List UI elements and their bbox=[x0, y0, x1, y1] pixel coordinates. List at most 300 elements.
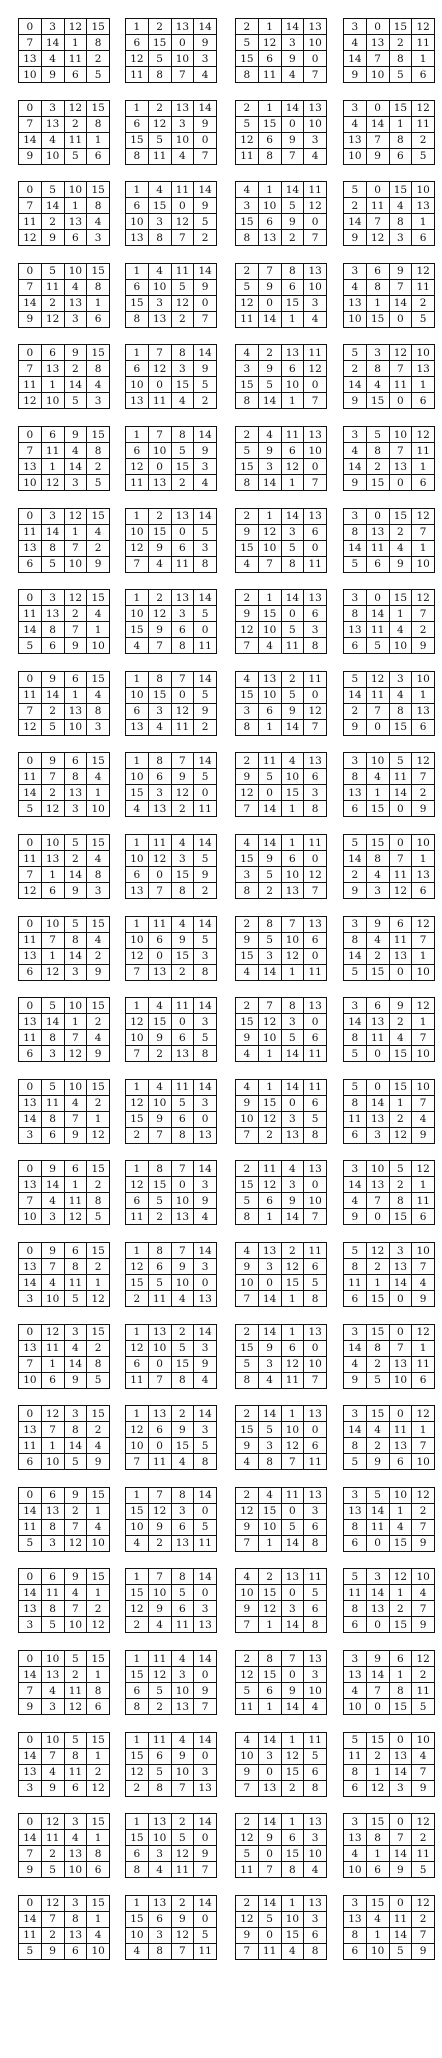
square-cell: 4 bbox=[126, 801, 149, 817]
square-cell: 7 bbox=[126, 964, 149, 980]
square-row-cells bbox=[19, 1667, 110, 1683]
square-row-cells bbox=[344, 35, 435, 51]
square-cell: 10 bbox=[41, 393, 64, 409]
square-cell: 1 bbox=[412, 1422, 435, 1438]
square-cell: 3 bbox=[389, 671, 412, 687]
square-cell: 9 bbox=[41, 1780, 64, 1796]
square-cell: 8 bbox=[126, 1699, 149, 1715]
square-cell: 7 bbox=[281, 1651, 304, 1667]
square-cell: 12 bbox=[412, 1651, 435, 1667]
square-cell: 4 bbox=[281, 67, 304, 83]
square-row-cells bbox=[19, 1422, 110, 1438]
number-square bbox=[235, 1160, 327, 1225]
square-row-cells bbox=[126, 1651, 217, 1667]
square-row-cells bbox=[344, 1503, 435, 1519]
square-cell: 8 bbox=[366, 1830, 389, 1846]
square-cell: 7 bbox=[281, 1454, 304, 1470]
square-cell: 3 bbox=[41, 100, 64, 116]
number-square bbox=[343, 1160, 435, 1225]
square-cell: 13 bbox=[412, 703, 435, 719]
square-cell: 10 bbox=[236, 1748, 259, 1764]
square-cell: 8 bbox=[148, 1780, 171, 1796]
square-cell: 11 bbox=[304, 1243, 327, 1259]
square-cell: 1 bbox=[126, 916, 149, 932]
square-cell: 3 bbox=[304, 295, 327, 311]
square-cell: 6 bbox=[126, 443, 149, 459]
square-cell: 14 bbox=[344, 1177, 367, 1193]
square-row-cells bbox=[19, 916, 110, 932]
square-cell: 5 bbox=[41, 263, 64, 279]
square-cell: 10 bbox=[87, 1943, 110, 1959]
square-cell: 8 bbox=[304, 1291, 327, 1307]
square-row-cells bbox=[126, 1209, 217, 1225]
square-cell: 15 bbox=[87, 1651, 110, 1667]
square-row-cells bbox=[236, 1438, 327, 1454]
square-cell: 11 bbox=[344, 1111, 367, 1127]
square-cell: 2 bbox=[171, 964, 194, 980]
square-cell: 12 bbox=[41, 964, 64, 980]
square-cell: 4 bbox=[148, 719, 171, 735]
square-cell: 2 bbox=[236, 590, 259, 606]
square-cell: 8 bbox=[87, 279, 110, 295]
square-cell: 10 bbox=[281, 932, 304, 948]
square-row-cells bbox=[236, 1127, 327, 1143]
square-cell: 5 bbox=[64, 835, 87, 851]
square-cell: 4 bbox=[64, 1830, 87, 1846]
square-cell: 10 bbox=[304, 1846, 327, 1862]
square-cell: 15 bbox=[236, 851, 259, 867]
square-cell: 6 bbox=[148, 769, 171, 785]
square-cell: 12 bbox=[126, 1422, 149, 1438]
square-row-cells bbox=[126, 1422, 217, 1438]
square-cell: 14 bbox=[194, 1651, 217, 1667]
square-cell: 15 bbox=[87, 1895, 110, 1911]
square-row-cells bbox=[19, 361, 110, 377]
square-row-cells bbox=[19, 1780, 110, 1796]
square-row-cells bbox=[344, 459, 435, 475]
square-row-cells bbox=[126, 1161, 217, 1177]
square-cell: 6 bbox=[344, 638, 367, 654]
square-row-cells bbox=[19, 769, 110, 785]
square-cell: 12 bbox=[412, 1487, 435, 1503]
square-cell: 6 bbox=[281, 361, 304, 377]
square-cell: 3 bbox=[258, 1259, 281, 1275]
square-cell: 5 bbox=[19, 801, 42, 817]
square-row-cells bbox=[19, 263, 110, 279]
square-cell: 15 bbox=[389, 719, 412, 735]
square-cell: 13 bbox=[194, 1780, 217, 1796]
number-square bbox=[125, 181, 217, 246]
square-cell: 4 bbox=[171, 1454, 194, 1470]
square-cell: 9 bbox=[194, 1846, 217, 1862]
square-cell: 10 bbox=[64, 1079, 87, 1095]
square-cell: 14 bbox=[19, 1830, 42, 1846]
square-cell: 4 bbox=[389, 198, 412, 214]
square-row bbox=[0, 1160, 442, 1223]
square-cell: 9 bbox=[344, 475, 367, 491]
square-cell: 8 bbox=[366, 443, 389, 459]
square-cell: 13 bbox=[304, 1406, 327, 1422]
square-cell: 0 bbox=[366, 182, 389, 198]
square-cell: 4 bbox=[304, 148, 327, 164]
square-row-cells bbox=[236, 1079, 327, 1095]
square-cell: 14 bbox=[194, 263, 217, 279]
square-row-cells bbox=[19, 753, 110, 769]
square-cell: 5 bbox=[194, 687, 217, 703]
square-row-cells bbox=[126, 361, 217, 377]
square-cell: 10 bbox=[126, 1030, 149, 1046]
square-cell: 0 bbox=[19, 1324, 42, 1340]
square-cell: 0 bbox=[258, 1927, 281, 1943]
square-row-cells bbox=[344, 1340, 435, 1356]
square-cell: 3 bbox=[344, 753, 367, 769]
square-row-cells bbox=[236, 1291, 327, 1307]
square-cell: 0 bbox=[389, 835, 412, 851]
square-cell: 12 bbox=[304, 703, 327, 719]
square-cell: 14 bbox=[344, 214, 367, 230]
square-cell: 11 bbox=[41, 1830, 64, 1846]
square-cell: 12 bbox=[258, 35, 281, 51]
square-cell: 6 bbox=[344, 1535, 367, 1551]
square-cell: 7 bbox=[19, 1846, 42, 1862]
square-cell: 5 bbox=[258, 1422, 281, 1438]
square-cell: 6 bbox=[126, 1193, 149, 1209]
square-cell: 0 bbox=[258, 295, 281, 311]
square-cell: 8 bbox=[236, 393, 259, 409]
square-cell: 0 bbox=[366, 590, 389, 606]
square-cell: 3 bbox=[64, 1324, 87, 1340]
square-cell: 12 bbox=[126, 1259, 149, 1275]
square-cell: 4 bbox=[281, 753, 304, 769]
square-cell: 12 bbox=[236, 785, 259, 801]
square-cell: 4 bbox=[344, 279, 367, 295]
square-row-cells bbox=[126, 1438, 217, 1454]
square-row-cells bbox=[236, 719, 327, 735]
square-row-cells bbox=[19, 459, 110, 475]
square-cell: 10 bbox=[126, 687, 149, 703]
square-cell: 2 bbox=[344, 703, 367, 719]
square-cell: 7 bbox=[412, 1030, 435, 1046]
square-cell: 13 bbox=[304, 263, 327, 279]
square-row-cells bbox=[344, 1030, 435, 1046]
square-cell: 2 bbox=[258, 345, 281, 361]
square-cell: 14 bbox=[19, 1748, 42, 1764]
square-cell: 11 bbox=[19, 524, 42, 540]
square-row-cells bbox=[236, 1046, 327, 1062]
square-cell: 5 bbox=[258, 867, 281, 883]
square-cell: 2 bbox=[412, 1911, 435, 1927]
square-row-cells bbox=[236, 1324, 327, 1340]
square-cell: 6 bbox=[171, 622, 194, 638]
square-cell: 13 bbox=[304, 1814, 327, 1830]
square-cell: 3 bbox=[344, 590, 367, 606]
square-row-cells bbox=[19, 785, 110, 801]
square-cell: 2 bbox=[236, 1814, 259, 1830]
square-row bbox=[0, 344, 442, 407]
square-cell: 14 bbox=[64, 377, 87, 393]
square-cell: 3 bbox=[344, 1814, 367, 1830]
square-cell: 6 bbox=[126, 361, 149, 377]
square-cell: 12 bbox=[412, 100, 435, 116]
square-cell: 3 bbox=[194, 51, 217, 67]
square-cell: 11 bbox=[64, 1683, 87, 1699]
square-cell: 4 bbox=[304, 1862, 327, 1878]
number-square bbox=[125, 1242, 217, 1307]
square-cell: 9 bbox=[64, 1372, 87, 1388]
square-cell: 10 bbox=[366, 67, 389, 83]
square-row-cells bbox=[344, 606, 435, 622]
square-row-cells bbox=[126, 606, 217, 622]
square-cell: 12 bbox=[281, 1748, 304, 1764]
square-cell: 15 bbox=[87, 19, 110, 35]
square-cell: 2 bbox=[236, 998, 259, 1014]
square-cell: 14 bbox=[41, 1177, 64, 1193]
square-cell: 9 bbox=[171, 1422, 194, 1438]
square-cell: 14 bbox=[41, 1014, 64, 1030]
square-cell: 4 bbox=[41, 1275, 64, 1291]
square-row-cells bbox=[236, 214, 327, 230]
square-cell: 13 bbox=[281, 1127, 304, 1143]
square-cell: 4 bbox=[412, 1585, 435, 1601]
square-cell: 0 bbox=[389, 1732, 412, 1748]
square-row-cells bbox=[19, 508, 110, 524]
square-cell: 9 bbox=[87, 1454, 110, 1470]
square-row-cells bbox=[236, 916, 327, 932]
square-cell: 4 bbox=[344, 1193, 367, 1209]
square-row-cells bbox=[126, 785, 217, 801]
square-cell: 12 bbox=[258, 1177, 281, 1193]
square-cell: 14 bbox=[41, 35, 64, 51]
square-cell: 8 bbox=[64, 1259, 87, 1275]
square-cell: 1 bbox=[64, 524, 87, 540]
square-cell: 15 bbox=[366, 1732, 389, 1748]
square-cell: 14 bbox=[344, 687, 367, 703]
square-cell: 4 bbox=[87, 851, 110, 867]
square-cell: 9 bbox=[148, 540, 171, 556]
square-cell: 4 bbox=[194, 475, 217, 491]
square-row-cells bbox=[126, 883, 217, 899]
square-cell: 14 bbox=[19, 1585, 42, 1601]
square-row-cells bbox=[19, 148, 110, 164]
square-cell: 14 bbox=[19, 785, 42, 801]
square-cell: 3 bbox=[194, 1340, 217, 1356]
square-row-cells bbox=[126, 1127, 217, 1143]
square-cell: 6 bbox=[171, 1601, 194, 1617]
square-cell: 1 bbox=[64, 1014, 87, 1030]
square-cell: 11 bbox=[366, 1519, 389, 1535]
square-cell: 13 bbox=[19, 459, 42, 475]
square-cell: 12 bbox=[126, 1095, 149, 1111]
square-cell: 8 bbox=[344, 1601, 367, 1617]
square-row-cells bbox=[126, 1943, 217, 1959]
square-cell: 10 bbox=[64, 719, 87, 735]
square-cell: 3 bbox=[87, 719, 110, 735]
square-cell: 2 bbox=[389, 524, 412, 540]
square-row-cells bbox=[19, 1030, 110, 1046]
square-row-cells bbox=[126, 443, 217, 459]
square-cell: 15 bbox=[87, 590, 110, 606]
square-cell: 6 bbox=[19, 1454, 42, 1470]
square-cell: 2 bbox=[281, 1243, 304, 1259]
square-cell: 5 bbox=[344, 345, 367, 361]
square-cell: 2 bbox=[87, 540, 110, 556]
square-cell: 9 bbox=[258, 1340, 281, 1356]
square-cell: 11 bbox=[171, 719, 194, 735]
square-cell: 6 bbox=[258, 132, 281, 148]
square-row-cells bbox=[126, 393, 217, 409]
square-cell: 3 bbox=[258, 1438, 281, 1454]
square-cell: 15 bbox=[148, 687, 171, 703]
square-row-cells bbox=[344, 67, 435, 83]
square-cell: 3 bbox=[171, 1667, 194, 1683]
square-cell: 0 bbox=[194, 785, 217, 801]
square-cell: 6 bbox=[19, 1046, 42, 1062]
square-cell: 15 bbox=[389, 100, 412, 116]
square-cell: 0 bbox=[366, 1209, 389, 1225]
square-cell: 12 bbox=[87, 1127, 110, 1143]
square-cell: 1 bbox=[126, 590, 149, 606]
square-cell: 7 bbox=[148, 345, 171, 361]
square-row-cells bbox=[126, 182, 217, 198]
square-cell: 14 bbox=[194, 1406, 217, 1422]
square-cell: 7 bbox=[171, 671, 194, 687]
square-cell: 1 bbox=[64, 687, 87, 703]
square-cell: 0 bbox=[194, 295, 217, 311]
square-cell: 2 bbox=[41, 214, 64, 230]
square-cell: 3 bbox=[41, 1535, 64, 1551]
square-cell: 11 bbox=[19, 214, 42, 230]
square-cell: 1 bbox=[281, 311, 304, 327]
square-cell: 13 bbox=[148, 1895, 171, 1911]
square-cell: 13 bbox=[64, 214, 87, 230]
square-cell: 10 bbox=[304, 1356, 327, 1372]
square-cell: 10 bbox=[304, 1683, 327, 1699]
square-cell: 14 bbox=[194, 1814, 217, 1830]
square-cell: 11 bbox=[304, 1046, 327, 1062]
square-row-cells bbox=[344, 867, 435, 883]
square-cell: 6 bbox=[304, 1927, 327, 1943]
square-cell: 8 bbox=[194, 556, 217, 572]
square-cell: 0 bbox=[281, 1503, 304, 1519]
square-cell: 2 bbox=[412, 1830, 435, 1846]
square-cell: 13 bbox=[412, 198, 435, 214]
number-square bbox=[343, 1242, 435, 1307]
square-row-cells bbox=[236, 1161, 327, 1177]
square-cell: 5 bbox=[194, 524, 217, 540]
square-cell: 11 bbox=[236, 311, 259, 327]
square-cell: 2 bbox=[87, 1095, 110, 1111]
number-square bbox=[343, 671, 435, 736]
number-square bbox=[235, 426, 327, 491]
number-square bbox=[235, 1242, 327, 1307]
square-row-cells bbox=[126, 132, 217, 148]
square-row-cells bbox=[126, 1569, 217, 1585]
square-cell: 0 bbox=[148, 867, 171, 883]
number-square bbox=[125, 263, 217, 328]
square-row-cells bbox=[236, 1780, 327, 1796]
square-cell: 10 bbox=[412, 1079, 435, 1095]
square-cell: 3 bbox=[41, 590, 64, 606]
square-row bbox=[0, 508, 442, 571]
square-cell: 7 bbox=[64, 1519, 87, 1535]
square-cell: 6 bbox=[344, 1291, 367, 1307]
square-cell: 13 bbox=[148, 475, 171, 491]
square-cell: 9 bbox=[236, 606, 259, 622]
square-cell: 5 bbox=[194, 377, 217, 393]
square-cell: 3 bbox=[64, 1406, 87, 1422]
square-cell: 9 bbox=[344, 719, 367, 735]
square-cell: 3 bbox=[304, 1667, 327, 1683]
square-cell: 7 bbox=[389, 443, 412, 459]
square-cell: 14 bbox=[281, 1699, 304, 1715]
square-row-cells bbox=[126, 835, 217, 851]
square-cell: 5 bbox=[304, 1585, 327, 1601]
square-row-cells bbox=[344, 590, 435, 606]
square-cell: 9 bbox=[366, 1651, 389, 1667]
square-cell: 11 bbox=[19, 851, 42, 867]
square-cell: 9 bbox=[412, 1535, 435, 1551]
square-cell: 15 bbox=[236, 540, 259, 556]
square-cell: 11 bbox=[64, 51, 87, 67]
square-cell: 11 bbox=[19, 932, 42, 948]
square-cell: 1 bbox=[126, 998, 149, 1014]
square-cell: 1 bbox=[126, 671, 149, 687]
square-cell: 13 bbox=[389, 948, 412, 964]
square-row-cells bbox=[344, 279, 435, 295]
square-cell: 15 bbox=[126, 1748, 149, 1764]
square-cell: 7 bbox=[148, 1127, 171, 1143]
square-cell: 7 bbox=[19, 867, 42, 883]
square-cell: 0 bbox=[19, 182, 42, 198]
square-cell: 4 bbox=[87, 1519, 110, 1535]
square-cell: 6 bbox=[304, 769, 327, 785]
square-cell: 10 bbox=[412, 182, 435, 198]
square-cell: 14 bbox=[194, 671, 217, 687]
square-row-cells bbox=[344, 1454, 435, 1470]
square-cell: 10 bbox=[236, 1111, 259, 1127]
square-cell: 13 bbox=[258, 1780, 281, 1796]
square-cell: 6 bbox=[41, 427, 64, 443]
square-cell: 1 bbox=[281, 835, 304, 851]
square-cell: 9 bbox=[41, 753, 64, 769]
square-cell: 6 bbox=[258, 1193, 281, 1209]
square-cell: 5 bbox=[389, 753, 412, 769]
square-cell: 12 bbox=[236, 1503, 259, 1519]
square-cell: 1 bbox=[412, 851, 435, 867]
square-cell: 3 bbox=[148, 1927, 171, 1943]
square-cell: 13 bbox=[148, 1406, 171, 1422]
square-cell: 5 bbox=[344, 1569, 367, 1585]
square-cell: 7 bbox=[412, 769, 435, 785]
square-cell: 14 bbox=[194, 1161, 217, 1177]
square-cell: 11 bbox=[389, 1911, 412, 1927]
square-cell: 13 bbox=[194, 1127, 217, 1143]
square-cell: 2 bbox=[87, 1259, 110, 1275]
square-cell: 13 bbox=[366, 35, 389, 51]
square-row-cells bbox=[344, 1651, 435, 1667]
square-cell: 0 bbox=[19, 1243, 42, 1259]
square-row-cells bbox=[19, 801, 110, 817]
square-row-cells bbox=[344, 311, 435, 327]
square-row-cells bbox=[126, 148, 217, 164]
square-row-cells bbox=[19, 1193, 110, 1209]
square-cell: 13 bbox=[344, 1503, 367, 1519]
square-cell: 12 bbox=[64, 1046, 87, 1062]
square-row-cells bbox=[236, 1683, 327, 1699]
square-cell: 10 bbox=[171, 1683, 194, 1699]
square-cell: 9 bbox=[281, 214, 304, 230]
square-cell: 5 bbox=[389, 67, 412, 83]
